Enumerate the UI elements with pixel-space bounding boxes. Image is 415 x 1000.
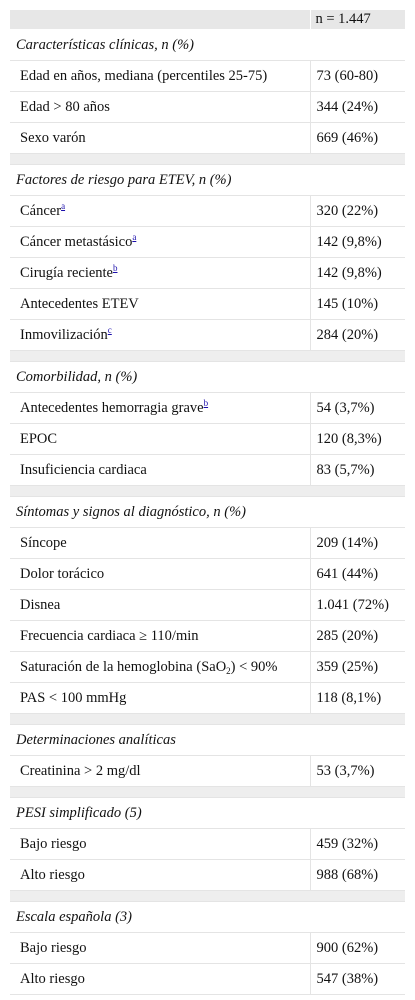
row-label: EPOC	[20, 430, 58, 447]
table-row	[10, 61, 405, 92]
table-row	[10, 860, 405, 891]
section-title: Determinaciones analíticas	[10, 725, 405, 756]
row-label-cell	[10, 683, 310, 714]
row-label: Cáncer	[20, 202, 62, 219]
table-row	[10, 829, 405, 860]
row-label-cell	[10, 227, 310, 258]
table-header-row	[10, 10, 405, 30]
row-label-cell	[10, 393, 310, 424]
row-label: Saturación de la hemoglobina (SaO	[20, 658, 227, 675]
row-label: Sexo varón	[20, 129, 86, 146]
row-value: 900 (62%)	[310, 933, 405, 964]
row-label-cell	[10, 559, 310, 590]
section-title: Características clínicas, n (%)	[10, 30, 405, 61]
section-header-row	[10, 30, 405, 61]
row-value: 359 (25%)	[310, 652, 405, 683]
row-label-cell	[10, 652, 310, 683]
table-row	[10, 621, 405, 652]
row-label: Bajo riesgo	[20, 939, 87, 956]
section-spacer	[10, 351, 405, 362]
section-header-row	[10, 902, 405, 933]
row-label: Insuficiencia cardiaca	[20, 461, 147, 478]
footnote-link[interactable]: a	[61, 200, 66, 211]
row-label: Frecuencia cardiaca ≥ 110/min	[20, 627, 199, 644]
table-row	[10, 455, 405, 486]
row-label-cell	[10, 196, 310, 227]
table-row	[10, 964, 405, 995]
row-label: Edad en años, mediana (percentiles 25-75)	[20, 67, 268, 84]
row-label: Bajo riesgo	[20, 835, 87, 852]
row-label-cell	[10, 621, 310, 652]
section-spacer	[10, 714, 405, 725]
row-label-cell	[10, 756, 310, 787]
footnote-marker	[108, 325, 112, 335]
row-value: 83 (5,7%)	[310, 455, 405, 486]
table-row	[10, 227, 405, 258]
row-value: 209 (14%)	[310, 528, 405, 559]
row-label: Síncope	[20, 534, 67, 551]
table-row	[10, 756, 405, 787]
footnote-marker	[61, 201, 65, 211]
table-row	[10, 320, 405, 351]
clinical-characteristics-table	[10, 10, 405, 995]
row-value: 53 (3,7%)	[310, 756, 405, 787]
section-header-row	[10, 725, 405, 756]
spacer-cell	[10, 154, 405, 165]
row-value: 1.041 (72%)	[310, 590, 405, 621]
table-row	[10, 559, 405, 590]
table-row	[10, 123, 405, 154]
table-row	[10, 652, 405, 683]
sample-size-header: n = 1.447	[310, 10, 405, 30]
row-value: 459 (32%)	[310, 829, 405, 860]
row-label: Antecedentes ETEV	[20, 295, 139, 312]
row-label-cell	[10, 528, 310, 559]
section-spacer	[10, 486, 405, 497]
row-value: 547 (38%)	[310, 964, 405, 995]
section-spacer	[10, 891, 405, 902]
footnote-marker	[132, 232, 136, 242]
section-title: PESI simplificado (5)	[10, 798, 405, 829]
row-label-cell	[10, 860, 310, 891]
row-value: 142 (9,8%)	[310, 258, 405, 289]
row-label: Alto riesgo	[20, 970, 85, 987]
row-label: Edad > 80 años	[20, 98, 110, 115]
row-label: Dolor torácico	[20, 565, 105, 582]
section-title: Síntomas y signos al diagnóstico, n (%)	[10, 497, 405, 528]
table-row	[10, 933, 405, 964]
row-label-cell	[10, 829, 310, 860]
row-label-cell	[10, 258, 310, 289]
row-label-cell	[10, 964, 310, 995]
section-spacer	[10, 154, 405, 165]
row-label: Inmovilización	[20, 326, 108, 343]
table-row	[10, 289, 405, 320]
row-label-cell	[10, 590, 310, 621]
row-value: 641 (44%)	[310, 559, 405, 590]
row-value: 284 (20%)	[310, 320, 405, 351]
row-label-cell	[10, 123, 310, 154]
row-value: 320 (22%)	[310, 196, 405, 227]
section-spacer	[10, 787, 405, 798]
row-value: 344 (24%)	[310, 92, 405, 123]
row-label: Disnea	[20, 596, 61, 613]
row-value: 988 (68%)	[310, 860, 405, 891]
section-header-row	[10, 798, 405, 829]
section-title: Factores de riesgo para ETEV, n (%)	[10, 165, 405, 196]
header-empty-cell	[10, 10, 310, 30]
spacer-cell	[10, 351, 405, 362]
row-value: 120 (8,3%)	[310, 424, 405, 455]
row-value: 285 (20%)	[310, 621, 405, 652]
spacer-cell	[10, 891, 405, 902]
section-header-row	[10, 362, 405, 393]
row-value: 118 (8,1%)	[310, 683, 405, 714]
subscript-text: 2	[226, 665, 231, 676]
row-value: 54 (3,7%)	[310, 393, 405, 424]
row-label: Alto riesgo	[20, 866, 85, 883]
table-row	[10, 196, 405, 227]
footnote-marker	[113, 263, 118, 273]
row-label-cell	[10, 424, 310, 455]
footnote-link[interactable]: a	[132, 231, 137, 242]
table-row	[10, 258, 405, 289]
row-label-cell	[10, 933, 310, 964]
table-row	[10, 590, 405, 621]
row-label-cell	[10, 289, 310, 320]
row-label-cell	[10, 320, 310, 351]
row-label: PAS < 100 mmHg	[20, 689, 127, 706]
footnote-link[interactable]: b	[203, 397, 209, 408]
section-header-row	[10, 165, 405, 196]
row-label: Cáncer metastásico	[20, 233, 133, 250]
row-label-cell	[10, 61, 310, 92]
table-body	[10, 30, 405, 995]
row-label-suffix: ) < 90%	[230, 658, 278, 675]
row-label-cell	[10, 455, 310, 486]
footnote-link[interactable]: b	[113, 262, 118, 273]
table-row	[10, 528, 405, 559]
table-row	[10, 393, 405, 424]
table-row	[10, 92, 405, 123]
section-header-row	[10, 497, 405, 528]
row-value: 142 (9,8%)	[310, 227, 405, 258]
row-label: Creatinina > 2 mg/dl	[20, 762, 141, 779]
spacer-cell	[10, 486, 405, 497]
row-value: 145 (10%)	[310, 289, 405, 320]
spacer-cell	[10, 714, 405, 725]
section-title: Comorbilidad, n (%)	[10, 362, 405, 393]
footnote-link[interactable]: c	[107, 324, 112, 335]
row-value: 669 (46%)	[310, 123, 405, 154]
row-label-cell	[10, 92, 310, 123]
section-title: Escala española (3)	[10, 902, 405, 933]
row-value: 73 (60-80)	[310, 61, 405, 92]
row-label: Antecedentes hemorragia grave	[20, 399, 204, 416]
spacer-cell	[10, 787, 405, 798]
footnote-marker	[204, 398, 209, 408]
row-label: Cirugía reciente	[20, 264, 113, 281]
table-row	[10, 424, 405, 455]
table-row	[10, 683, 405, 714]
data-table-container	[10, 10, 405, 995]
